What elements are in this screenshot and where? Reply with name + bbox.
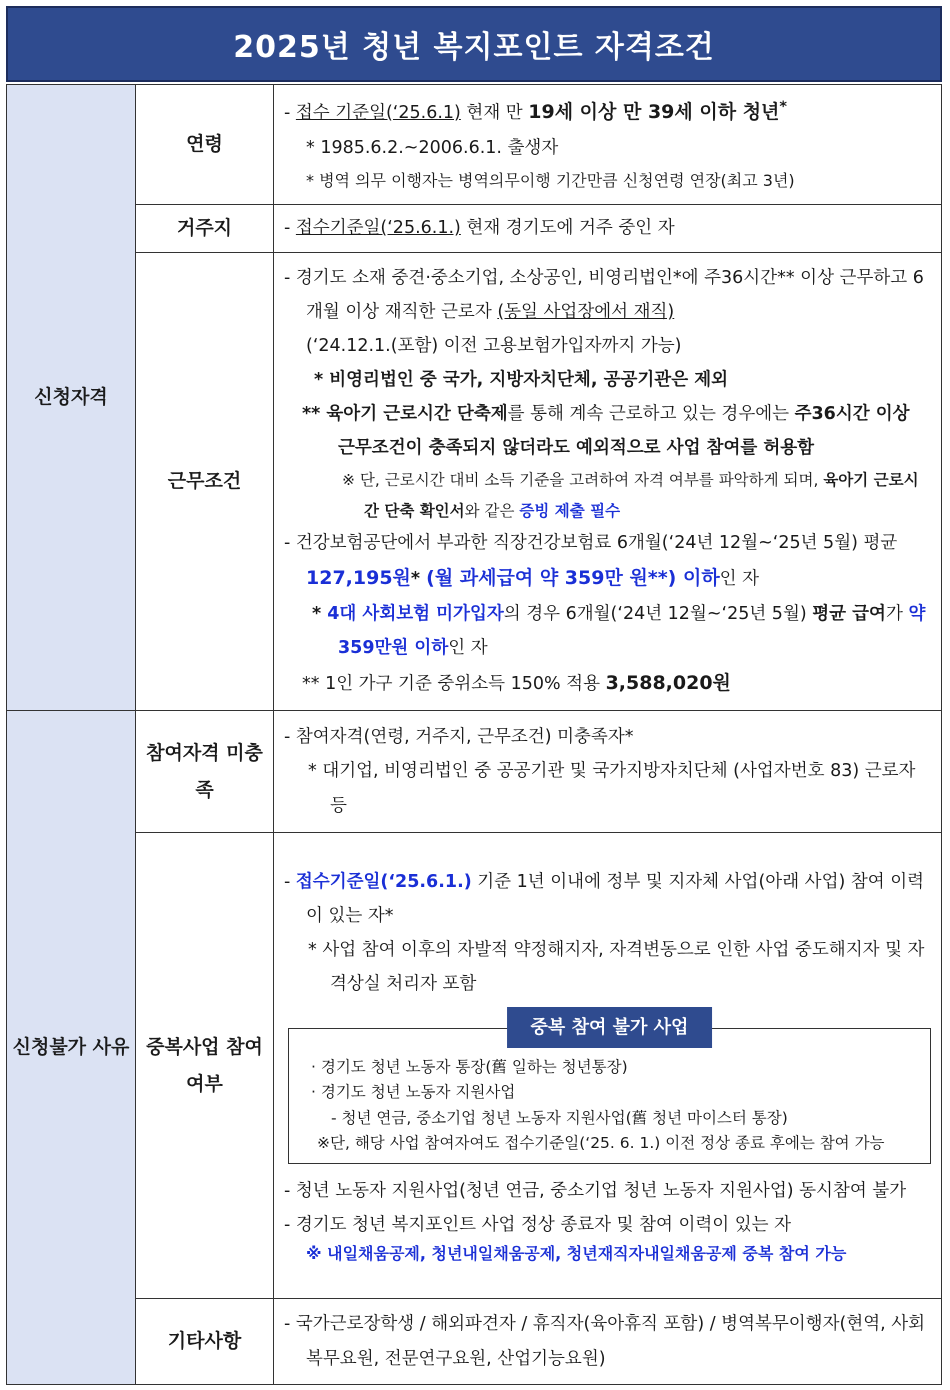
- row-other: [7, 1299, 942, 1385]
- unmet-line-1: - 참여자격(연령, 거주지, 근무조건) 미충족자*: [284, 727, 634, 748]
- age-line-3: * 병역 의무 이행자는 병역의무이행 기간만큼 신청연령 연장(최고 3년): [306, 170, 795, 190]
- residence-line: - 접수기준일(‘25.6.1.) 현재 경기도에 거주 중인 자: [284, 218, 675, 239]
- eligibility-table: [6, 84, 942, 1385]
- row-age: [7, 85, 942, 205]
- unmet-line-2: * 대기업, 비영리법인 중 공공기관 및 국가지방자치단체 (사업자번호 83) 근로자 등: [308, 761, 916, 816]
- work-note-4: * 4대 사회보험 미가입자의 경우 6개월(‘24년 12월~‘25년 5월) 평균 급여가 약 359만원 이하인 자: [312, 604, 926, 659]
- age-line-2: * 1985.6.2.~2006.6.1. 출생자: [306, 137, 559, 158]
- title-bar: [6, 6, 942, 82]
- label-residence: 거주지: [136, 205, 274, 253]
- box-item: · 경기도 청년 노동자 통장(舊 일하는 청년통장): [311, 1057, 628, 1076]
- other-line: - 국가근로장학생 / 해외파견자 / 휴직자(육아휴직 포함) / 병역복무이행자(현역, 사회복무요원, 전문연구요원, 산업기능요원): [284, 1314, 926, 1369]
- category-ineligible: 신청불가 사유: [7, 711, 136, 1385]
- box-item: - 청년 연금, 중소기업 청년 노동자 지원사업(舊 청년 마이스터 통장): [331, 1108, 788, 1127]
- duplicate-line-5: ※ 내일채움공제, 청년내일채움공제, 청년재직자내일채움공제 중복 참여 가능: [306, 1244, 847, 1263]
- duplicate-programs-box: [288, 1016, 931, 1164]
- page-title: 2025년 청년 복지포인트 자격조건: [233, 30, 715, 65]
- work-note-3: ※ 단, 근로시간 대비 소득 기준을 고려하여 자격 여부를 파악하게 되며, 육아기 근로시간 단축 확인서와 같은 증빙 제출 필수: [342, 471, 919, 520]
- work-para-1: - 경기도 소재 중견·중소기업, 소상공인, 비영리법인*에 주36시간** 이상 근무하고 6개월 이상 재직한 근로자 (동일 사업장에서 재직): [284, 267, 924, 322]
- row-work: [7, 253, 942, 711]
- work-note-5: ** 1인 가구 기준 중위소득 150% 적용 3,588,020원: [302, 672, 731, 695]
- work-para-2: (‘24.12.1.(포함) 이전 고용보험가입자까지 가능): [306, 335, 682, 356]
- work-note-2: ** 육아기 근로시간 단축제를 통해 계속 근로하고 있는 경우에는 주36시간 이상 근무조건이 충족되지 않더라도 예외적으로 사업 참여를 허용함: [302, 404, 910, 459]
- content-duplicate: [274, 833, 942, 1299]
- content-residence: [274, 205, 942, 253]
- duplicate-line-3: - 청년 노동자 지원사업(청년 연금, 중소기업 청년 노동자 지원사업) 동시참여 불가: [284, 1180, 907, 1201]
- duplicate-line-2: * 사업 참여 이후의 자발적 약정해지자, 자격변동으로 인한 사업 중도해지자 및 자격상실 처리자 포함: [308, 940, 925, 995]
- content-other: [274, 1299, 942, 1385]
- category-eligibility: 신청자격: [7, 85, 136, 711]
- work-note-1: * 비영리법인 중 국가, 지방자치단체, 공공기관은 제외: [314, 370, 729, 391]
- row-unmet: [7, 711, 942, 833]
- label-age: 연령: [136, 85, 274, 205]
- label-work: 근무조건: [136, 253, 274, 711]
- box-item: · 경기도 청년 노동자 지원사업: [311, 1083, 516, 1102]
- content-work: [274, 253, 942, 711]
- duplicate-line-4: - 경기도 청년 복지포인트 사업 정상 종료자 및 참여 이력이 있는 자: [284, 1214, 792, 1235]
- work-para-3: - 건강보험공단에서 부과한 직장건강보험료 6개월(‘24년 12월~‘25년 5월) 평균 127,195원* (월 과세급여 약 359만 원**) 이하인 자: [284, 532, 898, 589]
- duplicate-box-title: 중복 참여 불가 사업: [507, 1007, 713, 1049]
- duplicate-line-1: - 접수기준일(‘25.6.1.) 기준 1년 이내에 정부 및 지자체 사업(아래 사업) 참여 이력이 있는 자*: [284, 872, 925, 927]
- box-item: ※단, 해당 사업 참여자여도 접수기준일(‘25. 6. 1.) 이전 정상 종료 후에는 참여 가능: [317, 1134, 885, 1153]
- row-duplicate: [7, 833, 942, 1299]
- label-unmet: 참여자격 미충족: [136, 711, 274, 833]
- row-residence: [7, 205, 942, 253]
- label-duplicate: 중복사업 참여여부: [136, 833, 274, 1299]
- age-line-1: - 접수 기준일(‘25.6.1) 현재 만 19세 이상 만 39세 이하 청년*: [284, 97, 788, 123]
- content-unmet: [274, 711, 942, 833]
- label-other: 기타사항: [136, 1299, 274, 1385]
- content-age: [274, 85, 942, 205]
